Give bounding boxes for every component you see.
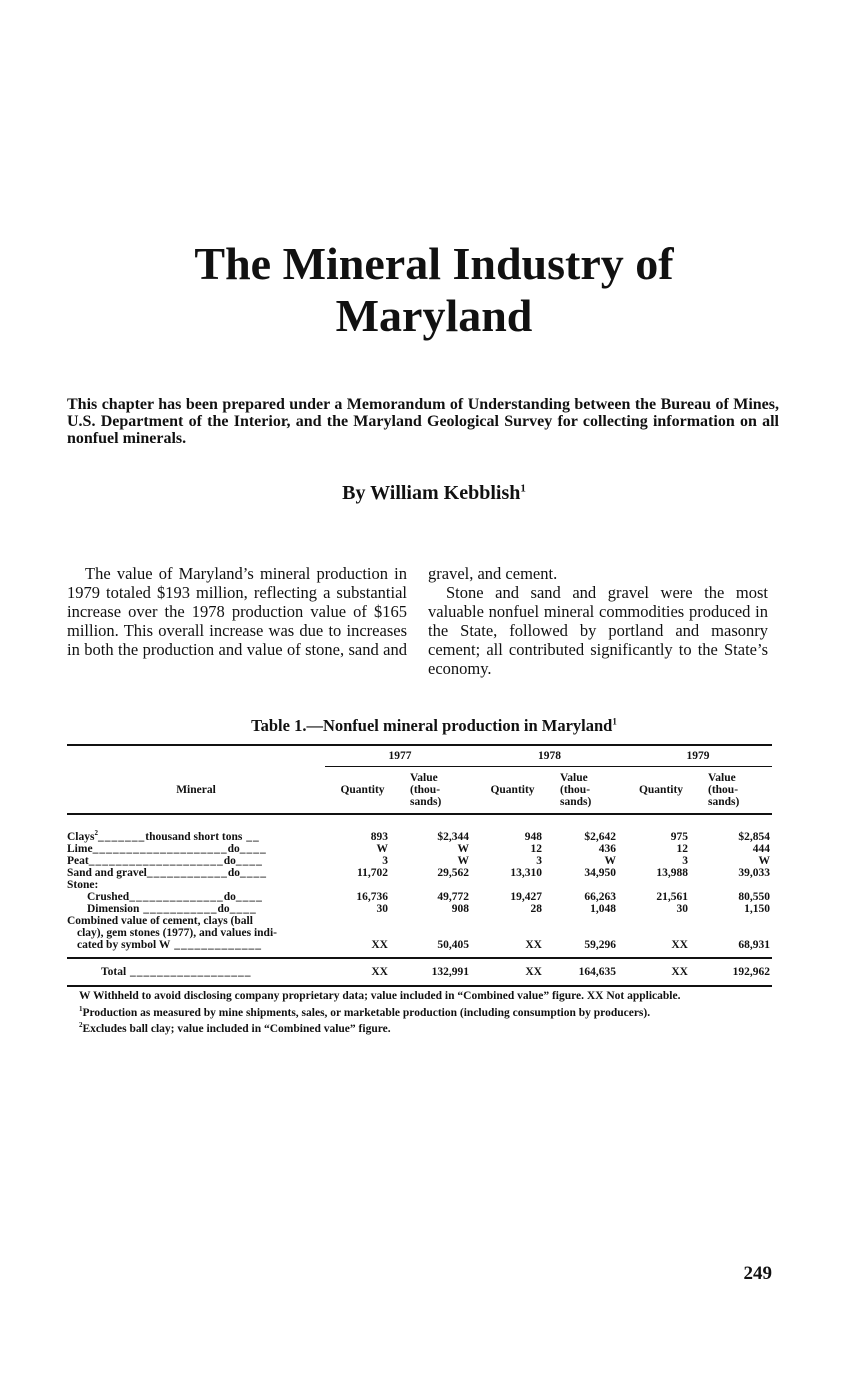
cell-peat-v1977: W bbox=[457, 854, 469, 867]
cell-combined-v1978: 59,296 bbox=[584, 938, 616, 951]
table-title bbox=[0, 716, 868, 736]
row-name-combined-value: Combined value of cement, clays (ball clay), gem stones (1977), and values indi- cated by symbol W _____________ bbox=[67, 914, 277, 951]
body-column-left bbox=[67, 564, 407, 678]
cell-total-q1977: XX bbox=[325, 958, 400, 986]
table-row bbox=[67, 879, 772, 891]
cell-crushed-q1978: 19,427 bbox=[510, 890, 542, 903]
quantity-header-1977: Quantity bbox=[325, 767, 400, 815]
cell-dimension-v1979: 1,150 bbox=[744, 902, 770, 915]
body-paragraph-2: Stone and sand and gravel were the most valuable nonfuel mineral commodities produced in the State, followed by portland and masonry cement; all contributed significantly to the State’s economy. bbox=[428, 583, 768, 678]
cell-total-q1978: XX bbox=[475, 958, 550, 986]
table-row bbox=[67, 814, 772, 843]
page-number: 249 bbox=[743, 1263, 772, 1284]
cell-combined-v1977: 50,405 bbox=[437, 938, 469, 951]
cell-peat-q1979: 3 bbox=[682, 854, 688, 867]
author-byline bbox=[0, 482, 868, 505]
value-header-1977: Value (thou- sands) bbox=[400, 767, 475, 815]
cell-lime-v1978: 436 bbox=[598, 842, 616, 855]
cell-clays-v1977: $2,344 bbox=[437, 830, 469, 843]
cell-clays-q1979: 975 bbox=[670, 830, 688, 843]
table-row bbox=[67, 915, 772, 958]
table-total-row bbox=[67, 958, 772, 986]
table-row bbox=[67, 855, 772, 867]
cell-sand-q1979: 13,988 bbox=[656, 866, 688, 879]
cell-sand-v1978: 34,950 bbox=[584, 866, 616, 879]
mineral-production-table bbox=[67, 744, 772, 987]
table-title-footnote-mark: 1 bbox=[612, 716, 617, 727]
cell-combined-v1979: 68,931 bbox=[738, 938, 770, 951]
cell-total-v1977: 132,991 bbox=[400, 958, 475, 986]
table-year-header-row bbox=[67, 745, 772, 767]
cell-sand-v1979: 39,033 bbox=[738, 866, 770, 879]
chapter-title bbox=[60, 238, 808, 342]
mineral-column-header: Mineral bbox=[67, 767, 325, 815]
table-row bbox=[67, 903, 772, 915]
body-column-right bbox=[428, 564, 768, 678]
cell-clays-v1978: $2,642 bbox=[584, 830, 616, 843]
row-name-dimension: Dimension ___________do____ bbox=[87, 902, 257, 915]
cell-peat-q1978: 3 bbox=[536, 854, 542, 867]
author-footnote-mark: 1 bbox=[520, 482, 526, 495]
body-paragraph-1-continued: gravel, and cement. bbox=[428, 564, 558, 583]
author-name: By William Kebblish bbox=[342, 482, 521, 504]
cell-lime-q1978: 12 bbox=[530, 842, 542, 855]
year-1978-header: 1978 bbox=[475, 745, 624, 767]
footnote-withheld: W Withheld to avoid disclosing company proprietary data; value included in “Combined value” figure. XX Not applicable. bbox=[79, 990, 681, 1002]
row-name-sand-and-gravel: Sand and gravel____________do____ bbox=[67, 866, 268, 879]
cell-crushed-q1979: 21,561 bbox=[656, 890, 688, 903]
footnote-2: $^2$Excludes ball clay; value included in “Combined value” figure. bbox=[79, 1020, 391, 1035]
row-name-clays: Clays$^2$_______thousand short tons __ bbox=[67, 829, 260, 843]
row-name-peat: Peat____________________do____ bbox=[67, 854, 263, 867]
cell-clays-q1978: 948 bbox=[524, 830, 542, 843]
quantity-header-1979: Quantity bbox=[624, 767, 698, 815]
row-name-stone: Stone: bbox=[67, 878, 99, 891]
cell-crushed-v1978: 66,263 bbox=[584, 890, 616, 903]
cell-clays-v1979: $2,854 bbox=[738, 830, 770, 843]
row-name-total: Total __________________ bbox=[67, 958, 325, 986]
cell-lime-v1979: 444 bbox=[752, 842, 770, 855]
cell-crushed-v1977: 49,772 bbox=[437, 890, 469, 903]
cell-lime-q1979: 12 bbox=[676, 842, 688, 855]
cell-dimension-q1978: 28 bbox=[530, 902, 542, 915]
quantity-header-1978: Quantity bbox=[475, 767, 550, 815]
table-row bbox=[67, 843, 772, 855]
cell-combined-q1979: XX bbox=[671, 938, 688, 951]
cell-total-v1979: 192,962 bbox=[698, 958, 772, 986]
cell-peat-q1977: 3 bbox=[382, 854, 388, 867]
cell-dimension-q1977: 30 bbox=[376, 902, 388, 915]
table-footnotes bbox=[67, 990, 779, 1035]
cell-peat-v1978: W bbox=[604, 854, 616, 867]
footnote-1: $^1$Production as measured by mine shipments, sales, or marketable production (including consumption by producers). bbox=[79, 1004, 651, 1019]
cell-dimension-q1979: 30 bbox=[676, 902, 688, 915]
value-header-1978: Value (thou- sands) bbox=[550, 767, 624, 815]
cell-crushed-v1979: 80,550 bbox=[738, 890, 770, 903]
body-paragraph-1: The value of Maryland’s mineral production in 1979 totaled $193 million, reflecting a substantial increase over the 1978 production value of $165 million. This overall increase was due to increases in both the production and value of stone, sand and bbox=[67, 564, 407, 659]
cell-clays-q1977: 893 bbox=[370, 830, 388, 843]
cell-total-q1979: XX bbox=[624, 958, 698, 986]
row-name-lime: Lime____________________do____ bbox=[67, 842, 267, 855]
row-name-crushed: Crushed______________do____ bbox=[87, 890, 263, 903]
cell-lime-q1977: W bbox=[376, 842, 388, 855]
cell-peat-v1979: W bbox=[758, 854, 770, 867]
cell-lime-v1977: W bbox=[457, 842, 469, 855]
cell-total-v1978: 164,635 bbox=[550, 958, 624, 986]
table-column-header-row bbox=[67, 767, 772, 815]
table-row bbox=[67, 891, 772, 903]
cell-dimension-v1977: 908 bbox=[451, 902, 469, 915]
value-header-1979: Value (thou- sands) bbox=[698, 767, 772, 815]
chapter-title-line-1: The Mineral Industry of bbox=[194, 238, 674, 289]
table-row bbox=[67, 867, 772, 879]
table-title-text: Table 1.—Nonfuel mineral production in Maryland bbox=[251, 716, 613, 735]
cell-dimension-v1978: 1,048 bbox=[590, 902, 616, 915]
year-1979-header: 1979 bbox=[624, 745, 772, 767]
cell-crushed-q1977: 16,736 bbox=[356, 890, 388, 903]
cell-combined-q1977: XX bbox=[371, 938, 388, 951]
cell-sand-v1977: 29,562 bbox=[437, 866, 469, 879]
table-header-blank bbox=[67, 745, 325, 767]
cell-sand-q1978: 13,310 bbox=[510, 866, 542, 879]
cell-combined-q1978: XX bbox=[525, 938, 542, 951]
year-1977-header: 1977 bbox=[325, 745, 475, 767]
memorandum-note: This chapter has been prepared under a Memorandum of Understanding between the Bureau of Mines, U.S. Department of the Interior, and the Maryland Geological Survey for collecting information on all nonfuel minerals. bbox=[67, 396, 779, 447]
cell-sand-q1977: 11,702 bbox=[357, 866, 388, 879]
chapter-title-line-2: Maryland bbox=[335, 290, 533, 341]
